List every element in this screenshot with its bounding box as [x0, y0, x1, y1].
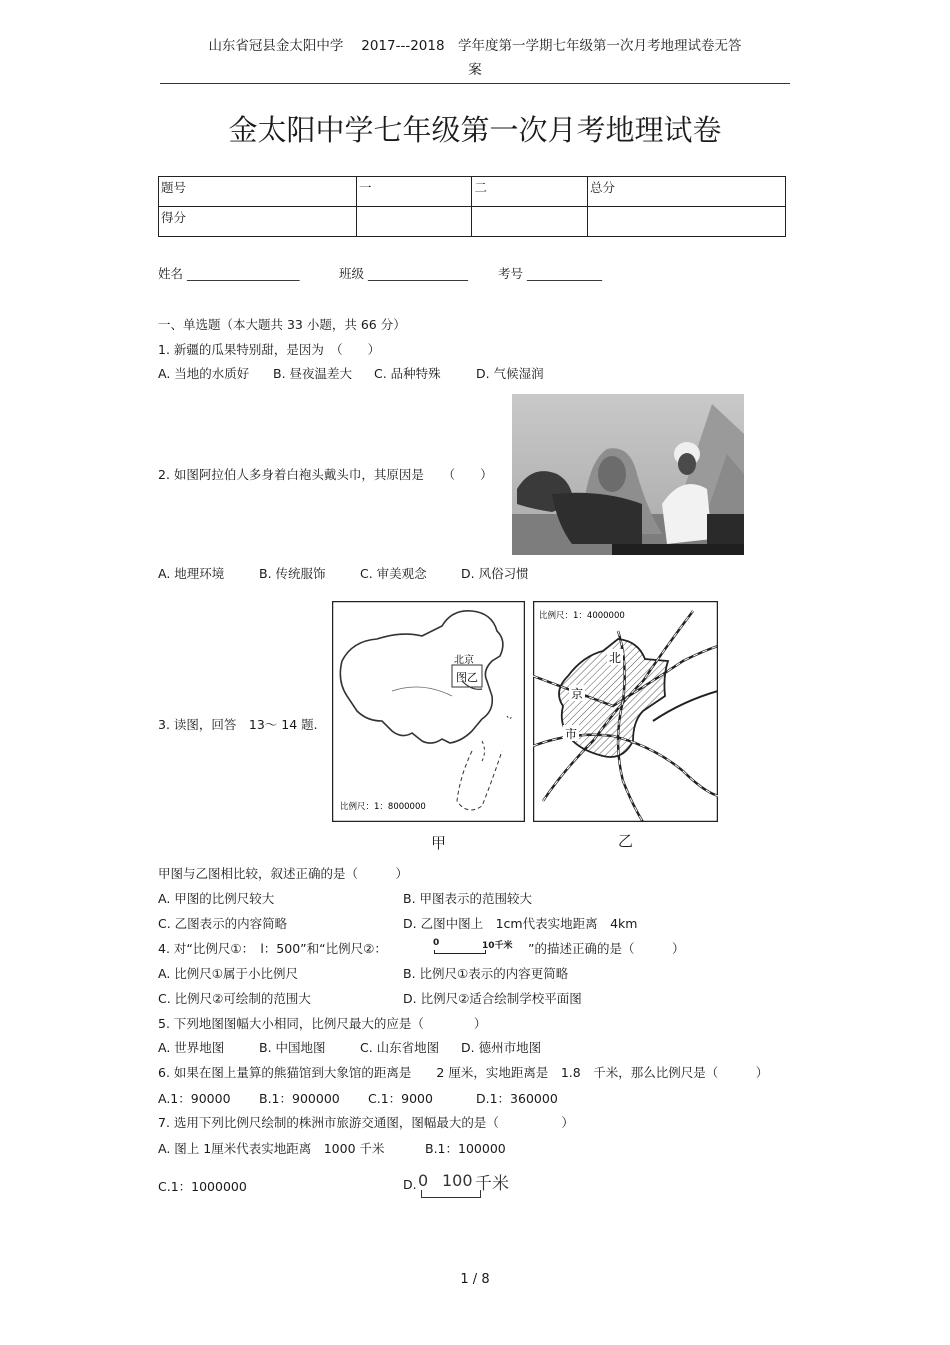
q5-option-d[interactable]: D. 德州市地图: [461, 1040, 542, 1055]
score-header-cell: 二: [472, 177, 588, 207]
score-header-cell: 题号: [159, 177, 357, 207]
map-yi-caption: 乙: [618, 832, 634, 850]
q1-option-b[interactable]: B. 昼夜温差大: [273, 366, 353, 381]
question-4-stem-b: ”的描述正确的是（ ）: [528, 941, 685, 956]
q3-option-a[interactable]: A. 甲图的比例尺较大: [158, 891, 275, 906]
q7-option-c[interactable]: C.1：1000000: [158, 1179, 247, 1194]
score-table: [158, 176, 786, 237]
q4-scale-bar-label: 10千米: [482, 941, 513, 951]
score-table-header-row: [159, 177, 786, 207]
q4-option-d[interactable]: D. 比例尺②适合绘制学校平面图: [403, 991, 582, 1006]
question-2-stem: 2. 如图阿拉伯人多身着白袍头戴头巾，其原因是 （ ）: [158, 467, 493, 482]
q3-option-d[interactable]: D. 乙图中图上 1cm代表实地距离 4km: [403, 916, 638, 931]
name-field[interactable]: 姓名 __________________: [158, 266, 300, 281]
q3-option-c[interactable]: C. 乙图表示的内容简略: [158, 916, 288, 931]
header-divider: [160, 83, 790, 84]
q1-option-d[interactable]: D. 气候湿润: [476, 366, 544, 381]
q4-option-c[interactable]: C. 比例尺②可绘制的范围大: [158, 991, 311, 1006]
score-cell[interactable]: [356, 207, 472, 237]
map-jia-beijing-label: 北京: [454, 655, 474, 666]
q7-option-d[interactable]: D.: [403, 1177, 417, 1192]
q4-scale-bar: [430, 937, 530, 957]
question-7-stem: 7. 选用下列比例尺绘制的株洲市旅游交通图，图幅最大的是（ ）: [158, 1115, 574, 1130]
map-jia-tu-label: 图乙: [456, 671, 478, 684]
section-heading: 一、单选题（本大题共 33 小题，共 66 分）: [158, 317, 406, 332]
map-yi-char-jing: 京: [571, 687, 584, 701]
question-4-stem-a: 4. 对“比例尺①： l：500”和“比例尺②：: [158, 941, 387, 956]
q5-option-a[interactable]: A. 世界地图: [158, 1040, 225, 1055]
question-3-stem: 3. 读图，回答 13～ 14 题.: [158, 717, 318, 732]
q4-option-a[interactable]: A. 比例尺①属于小比例尺: [158, 966, 298, 981]
map-jia-caption: 甲: [431, 834, 447, 852]
class-field[interactable]: 班级 ________________: [339, 266, 468, 281]
question-5-stem: 5. 下列地图图幅大小相同，比例尺最大的应是（ ）: [158, 1016, 487, 1031]
q1-option-c[interactable]: C. 品种特殊: [374, 366, 441, 381]
q4-scale-bar-line: [434, 950, 486, 954]
score-cell[interactable]: [588, 207, 786, 237]
score-cell[interactable]: [472, 207, 588, 237]
exam-number-field[interactable]: 考号 ____________: [498, 266, 602, 281]
score-table-score-row: [159, 207, 786, 237]
q7-option-a[interactable]: A. 图上 1厘米代表实地距离 1000 千米: [158, 1141, 385, 1156]
map-yi-scale: 比例尺：1：4000000: [539, 611, 625, 621]
map-jia-china: [332, 601, 525, 822]
q1-option-a[interactable]: A. 当地的水质好: [158, 366, 250, 381]
q6-option-d[interactable]: D.1：360000: [476, 1091, 558, 1106]
arab-camel-sphinx-photo: [512, 394, 744, 555]
question-1-stem: 1. 新疆的瓜果特别甜，是因为 （ ）: [158, 342, 381, 357]
map-jia-scale: 比例尺：1：8000000: [340, 802, 426, 812]
score-row-label: 得分: [159, 207, 357, 237]
header-line-2: 案: [468, 62, 482, 78]
q2-option-c[interactable]: C. 审美观念: [360, 566, 427, 581]
q5-option-b[interactable]: B. 中国地图: [259, 1040, 326, 1055]
page-number: 1 / 8: [460, 1272, 490, 1287]
score-header-cell: 一: [356, 177, 472, 207]
q2-option-b[interactable]: B. 传统服饰: [259, 566, 326, 581]
q6-option-a[interactable]: A.1：90000: [158, 1091, 231, 1106]
q7-scale-bar-zero: 0: [418, 1171, 429, 1190]
q4-scale-bar-zero: 0: [433, 938, 440, 948]
q6-option-c[interactable]: C.1：9000: [368, 1091, 433, 1106]
q7-scale-bar-value: 100: [442, 1171, 473, 1190]
q4-option-b[interactable]: B. 比例尺①表示的内容更简略: [403, 966, 569, 981]
q7-scale-bar-unit: 千米: [475, 1174, 509, 1194]
map-yi-beijing: [533, 601, 718, 822]
header-line-1: 山东省冠县金太阳中学 2017---2018 学年度第一学期七年级第一次月考地理试卷无答: [208, 38, 742, 54]
map-yi-char-bei: 北: [609, 651, 622, 665]
q3-option-b[interactable]: B. 甲图表示的范围较大: [403, 891, 533, 906]
exam-title: 金太阳中学七年级第一次月考地理试卷: [228, 113, 722, 147]
question-3-sub-stem: 甲图与乙图相比较，叙述正确的是（ ）: [158, 866, 409, 881]
q5-option-c[interactable]: C. 山东省地图: [360, 1040, 440, 1055]
q2-option-a[interactable]: A. 地理环境: [158, 566, 225, 581]
q2-option-d[interactable]: D. 风俗习惯: [461, 566, 529, 581]
q7-scale-bar-line: [421, 1190, 481, 1198]
q7-option-b[interactable]: B.1：100000: [425, 1141, 506, 1156]
score-header-cell: 总分: [588, 177, 786, 207]
map-yi-char-shi: 市: [565, 727, 578, 741]
page-header: [160, 34, 790, 82]
q6-option-b[interactable]: B.1：900000: [259, 1091, 340, 1106]
q7-scale-bar: [418, 1168, 518, 1202]
question-6-stem: 6. 如果在图上量算的熊猫馆到大象馆的距离是 2 厘米，实地距离是 1.8 千米，那么比例尺是（ ）: [158, 1065, 769, 1080]
